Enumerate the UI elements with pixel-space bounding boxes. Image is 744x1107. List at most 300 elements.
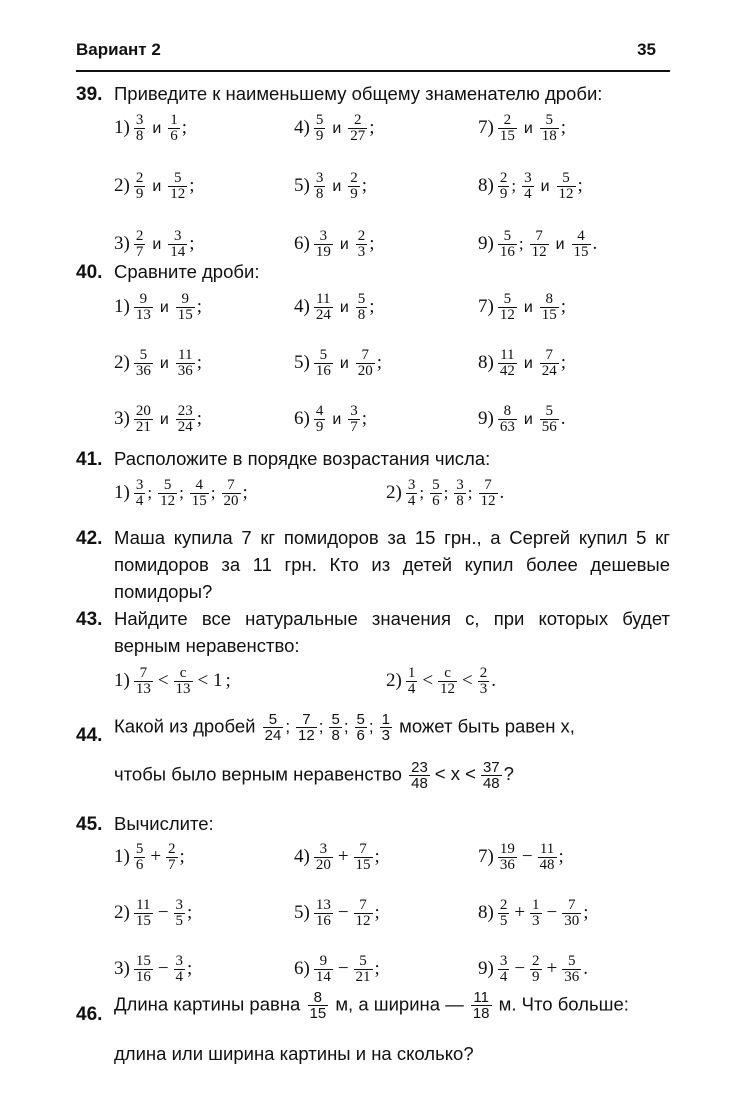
denominator: 3 (357, 244, 366, 260)
exercise-item (114, 666, 231, 697)
numerator: 2 (135, 170, 144, 186)
numerator: 11 (136, 897, 151, 913)
item-label: 1) (114, 295, 130, 317)
operator: < (462, 669, 473, 691)
fraction (438, 666, 457, 697)
fraction (174, 898, 186, 929)
numerator: c (444, 665, 451, 681)
denominator: 24 (541, 363, 557, 379)
fraction (538, 842, 557, 873)
numerator: 3 (135, 477, 144, 493)
operator: < 1 (197, 669, 223, 691)
numerator: 15 (135, 953, 151, 969)
operator: + (150, 845, 162, 867)
numerator: 7 (359, 897, 367, 913)
item-label: 6) (294, 232, 310, 254)
fraction (134, 229, 146, 260)
problem-44-fractions (261, 711, 394, 744)
variant-label: Вариант 2 (76, 40, 161, 59)
fraction (168, 171, 187, 202)
exercise-item (478, 348, 566, 379)
numerator: 5 (163, 477, 172, 493)
fraction (314, 292, 333, 323)
numerator: 3 (175, 953, 184, 969)
item-label: 7) (478, 116, 494, 138)
denominator: 6 (170, 128, 178, 144)
fraction (530, 898, 542, 929)
conjunction: и (159, 410, 169, 428)
exercise-item (294, 229, 375, 260)
denominator: 4 (524, 186, 532, 202)
item-label: 9) (478, 957, 494, 979)
numerator: 3 (319, 228, 328, 244)
numerator: 3 (456, 477, 464, 493)
denominator: 15 (355, 857, 371, 873)
exercise-item (294, 113, 375, 144)
exercise-item (114, 898, 192, 929)
fraction (540, 348, 559, 379)
item-end-mark: ; (187, 901, 193, 923)
item-end-mark: . (491, 669, 497, 691)
fraction (134, 113, 146, 144)
conjunction: и (540, 177, 550, 195)
numerator: 2 (350, 170, 358, 186)
problem-43-number: 43. (76, 609, 103, 630)
fraction (354, 954, 373, 985)
numerator: 1 (381, 711, 390, 728)
item-label: 5) (294, 351, 310, 373)
conjunction: и (332, 177, 342, 195)
fraction (348, 404, 360, 435)
fraction (174, 666, 193, 697)
item-end-mark: ; (361, 407, 368, 429)
fraction (134, 666, 153, 697)
numerator: 5 (545, 403, 554, 419)
denominator: 7 (350, 419, 358, 435)
fraction (308, 990, 329, 1021)
conjunction: и (523, 410, 533, 428)
exercise-item (294, 954, 380, 985)
item-end-mark: ; (196, 407, 203, 429)
operator: + (514, 901, 526, 923)
numerator: 7 (361, 347, 370, 363)
problem-44-text-a: Какой из дробей (114, 715, 256, 737)
operator: ; (419, 482, 425, 502)
item-label: 2) (114, 174, 130, 196)
problem-44-text-c: чтобы было верным неравенство (114, 763, 402, 785)
fraction (498, 404, 517, 435)
exercise-item (114, 954, 192, 985)
denominator: 15 (135, 913, 151, 929)
item-end-mark: ; (577, 174, 583, 196)
operator: + (337, 845, 349, 867)
operator: ; (210, 482, 216, 502)
problem-44-number: 44. (76, 725, 103, 746)
denominator: 9 (532, 969, 540, 985)
numerator: 11 (316, 291, 331, 307)
denominator: 15 (191, 493, 207, 509)
denominator: 12 (480, 493, 496, 509)
item-end-mark: ; (189, 232, 195, 254)
item-label: 3) (114, 407, 130, 429)
denominator: 36 (177, 363, 193, 379)
item-label: 1) (114, 116, 130, 138)
operator: − (337, 901, 349, 923)
numerator: 4 (195, 477, 204, 493)
fraction (562, 898, 581, 929)
item-label: 6) (294, 407, 310, 429)
conjunction: и (339, 354, 349, 372)
operator: ; (343, 717, 349, 737)
fraction (522, 171, 534, 202)
denominator: 5 (175, 913, 184, 929)
operator: ; (467, 482, 473, 502)
fraction (314, 842, 333, 873)
denominator: 48 (539, 857, 555, 873)
denominator: 20 (315, 857, 331, 873)
numerator: 5 (135, 841, 144, 857)
exercise-item (294, 404, 367, 435)
numerator: 3 (315, 170, 324, 186)
denominator: 13 (175, 681, 191, 697)
item-label: 1) (114, 845, 130, 867)
denominator: 5 (499, 913, 508, 929)
fraction (498, 292, 517, 323)
fraction (540, 404, 559, 435)
denominator: 8 (331, 727, 340, 744)
denominator: 16 (315, 363, 331, 379)
denominator: 9 (315, 419, 324, 435)
fraction (166, 842, 178, 873)
conjunction: и (332, 410, 342, 428)
exercise-item (478, 842, 564, 873)
denominator: 12 (170, 186, 186, 202)
numerator: 20 (135, 403, 151, 419)
numerator: 5 (503, 291, 512, 307)
operator: ; (368, 717, 374, 737)
exercise-item (114, 292, 202, 323)
numerator: 1 (407, 665, 416, 681)
numerator: 5 (356, 711, 365, 728)
exercise-item (478, 404, 566, 435)
numerator: 5 (331, 711, 340, 728)
item-end-mark: ; (560, 351, 567, 373)
fraction (454, 478, 466, 509)
fraction (354, 898, 373, 929)
numerator: 9 (319, 953, 328, 969)
fraction (356, 229, 368, 260)
fraction (498, 898, 510, 929)
denominator: 15 (573, 244, 589, 260)
item-end-mark: ; (196, 295, 203, 317)
numerator: 3 (319, 841, 328, 857)
problem-44-inequality (407, 759, 514, 792)
denominator: 4 (135, 493, 144, 509)
denominator: 12 (355, 913, 371, 929)
item-label: 8) (478, 351, 494, 373)
denominator: 12 (531, 244, 547, 260)
numerator: 11 (473, 989, 489, 1006)
problem-46-text-a: Длина картины равна (114, 993, 301, 1015)
denominator: 9 (135, 186, 144, 202)
fraction (498, 113, 517, 144)
item-end-mark: ; (583, 901, 589, 923)
item-end-mark: ; (242, 481, 248, 503)
numerator: 7 (359, 841, 367, 857)
numerator: 13 (315, 897, 331, 913)
numerator: 2 (499, 897, 508, 913)
denominator: 18 (472, 1005, 490, 1022)
problem-45-number: 45. (76, 814, 103, 835)
exercise-item (294, 898, 380, 929)
exercise-item (478, 113, 566, 144)
numerator: 11 (500, 347, 515, 363)
fraction (168, 229, 187, 260)
fraction (314, 348, 333, 379)
item-end-mark: ; (374, 957, 380, 979)
operator: − (521, 845, 533, 867)
denominator: 8 (135, 128, 144, 144)
item-end-mark: . (499, 481, 505, 503)
fraction (498, 954, 510, 985)
numerator: 3 (175, 897, 184, 913)
fraction (134, 954, 153, 985)
denominator: 9 (315, 128, 324, 144)
fraction (481, 760, 502, 791)
denominator: 4 (499, 969, 508, 985)
denominator: 15 (499, 128, 515, 144)
numerator: 2 (357, 228, 366, 244)
denominator: 21 (355, 969, 371, 985)
fraction (498, 842, 517, 873)
numerator: 5 (268, 711, 278, 728)
numerator: 9 (181, 291, 190, 307)
item-label: 2) (114, 901, 130, 923)
denominator: 19 (315, 244, 331, 260)
item-label: 1) (114, 481, 130, 503)
fraction (158, 478, 177, 509)
operator: + (546, 957, 558, 979)
exercise-item (294, 292, 375, 323)
numerator: 5 (139, 347, 148, 363)
numerator: 1 (532, 897, 540, 913)
item-label: 2) (114, 351, 130, 373)
denominator: 15 (177, 307, 193, 323)
item-end-mark: ; (369, 116, 375, 138)
numerator: 9 (139, 291, 148, 307)
denominator: 6 (432, 493, 440, 509)
item-label: 4) (294, 116, 310, 138)
fraction (134, 171, 146, 202)
item-end-mark: . (583, 957, 589, 979)
operator: ; (518, 233, 524, 253)
item-label: 6) (294, 957, 310, 979)
fraction (348, 113, 367, 144)
denominator: 36 (564, 969, 580, 985)
numerator: 2 (503, 112, 512, 128)
numerator: 11 (539, 841, 555, 857)
numerator: 2 (168, 841, 176, 857)
operator: < (422, 669, 434, 691)
fraction (530, 229, 549, 260)
fraction (176, 404, 195, 435)
numerator: 7 (302, 711, 311, 728)
exercise-item (114, 171, 195, 202)
numerator: 7 (484, 477, 492, 493)
exercise-item (114, 229, 195, 260)
numerator: 5 (174, 170, 182, 186)
conjunction: и (523, 119, 533, 137)
item-end-mark: ; (196, 351, 203, 373)
numerator: 3 (174, 228, 182, 244)
exercise-item (478, 292, 566, 323)
operator: ; (511, 175, 517, 195)
problem-46-text-d: длина или ширина картины и на сколько? (114, 1043, 474, 1064)
denominator: 12 (160, 493, 176, 509)
operator: < (157, 669, 169, 691)
problem-40-number: 40. (76, 262, 103, 283)
item-end-mark: ; (374, 901, 380, 923)
denominator: 6 (135, 857, 144, 873)
problem-46-number: 46. (76, 1004, 103, 1025)
denominator: 12 (298, 727, 315, 744)
numerator: 3 (499, 953, 508, 969)
numerator: 3 (524, 170, 532, 186)
problem-46-length-fraction (306, 989, 331, 1022)
item-label: 5) (294, 174, 310, 196)
item-label: 4) (294, 295, 310, 317)
problem-42-number: 42. (76, 528, 103, 549)
problem-41-text: Расположите в порядке возрастания числа: (114, 448, 491, 469)
denominator: 16 (315, 913, 331, 929)
item-end-mark: ; (560, 295, 567, 317)
operator: − (546, 901, 558, 923)
operator: ; (285, 717, 291, 737)
operator: − (337, 957, 349, 979)
numerator: 8 (503, 403, 512, 419)
numerator: 2 (499, 170, 508, 186)
numerator: 23 (411, 759, 428, 776)
numerator: 23 (177, 403, 193, 419)
conjunction: и (523, 354, 533, 372)
problem-42-text: Маша купила 7 кг помидоров за 15 грн., а Сергей купил 5 кг помидоров за 11 грн. Кто из детей купил более дешевые помидоры? (114, 527, 670, 602)
numerator: 11 (178, 347, 193, 363)
item-end-mark: ; (189, 174, 195, 196)
denominator: 20 (357, 363, 373, 379)
conjunction: и (159, 354, 169, 372)
operator: ; (147, 482, 153, 502)
denominator: 20 (223, 493, 239, 509)
numerator: 4 (315, 403, 324, 419)
item-label: 2) (386, 669, 402, 691)
problem-41-number: 41. (76, 449, 103, 470)
fraction (329, 712, 341, 743)
conjunction: и (339, 235, 349, 253)
exercise-item (386, 478, 504, 509)
denominator: 3 (479, 681, 488, 697)
conjunction: и (152, 119, 162, 137)
problem-44-line1 (114, 712, 670, 743)
problem-39-number: 39. (76, 84, 103, 105)
fraction (134, 348, 153, 379)
denominator: 48 (482, 775, 500, 792)
numerator: 5 (545, 112, 554, 128)
operator: ; (179, 482, 184, 502)
denominator: 4 (175, 969, 184, 985)
problem-46-text-c: м. Что больше: (498, 993, 629, 1015)
numerator: 2 (532, 953, 540, 969)
fraction (498, 171, 510, 202)
item-label: 9) (478, 407, 494, 429)
operator: − (514, 957, 526, 979)
conjunction: и (152, 235, 162, 253)
fraction (168, 113, 180, 144)
conjunction: и (555, 235, 565, 253)
fraction (348, 171, 360, 202)
conjunction: и (159, 298, 169, 316)
item-end-mark: ; (369, 295, 375, 317)
fraction (296, 712, 317, 743)
denominator: 56 (541, 419, 557, 435)
exercise-item (478, 954, 588, 985)
fraction (354, 842, 373, 873)
fraction (314, 229, 333, 260)
fraction (406, 666, 418, 697)
problem-44-text-b: может быть равен x, (399, 715, 575, 737)
fraction (540, 113, 559, 144)
item-label: 2) (386, 481, 402, 503)
item-end-mark: ; (369, 232, 375, 254)
problem-43-text: Найдите все натуральные значения c, при которых будет верным неравенство: (114, 608, 670, 656)
fraction (562, 954, 581, 985)
denominator: 21 (135, 419, 151, 435)
problem-46-text-b: м, а ширина — (335, 993, 464, 1015)
page-header (76, 30, 670, 72)
problem-46-width-fraction (469, 989, 494, 1022)
numerator: 5 (315, 112, 324, 128)
exercise-item (114, 348, 202, 379)
denominator: 15 (541, 307, 557, 323)
item-label: 4) (294, 845, 310, 867)
fraction (406, 478, 418, 509)
exercise-item (386, 666, 496, 697)
fraction (263, 712, 284, 743)
problem-45-text: Вычислите: (114, 813, 214, 834)
fraction (314, 404, 326, 435)
operator: ; (318, 717, 324, 737)
fraction (134, 898, 153, 929)
fraction (314, 171, 326, 202)
fraction (314, 954, 333, 985)
fraction (557, 171, 576, 202)
denominator: 12 (558, 186, 574, 202)
fraction (174, 954, 186, 985)
operator: ; (443, 482, 449, 502)
exercise-item (294, 842, 380, 873)
fraction (356, 348, 375, 379)
fraction (380, 712, 392, 743)
numerator: 4 (577, 228, 585, 244)
denominator: 4 (407, 493, 416, 509)
denominator: 9 (499, 186, 508, 202)
denominator: 4 (407, 681, 416, 697)
item-label: 3) (114, 232, 130, 254)
fraction (314, 113, 326, 144)
denominator: 12 (440, 681, 456, 697)
exercise-item (478, 229, 597, 260)
conjunction: и (332, 119, 342, 137)
fraction (134, 404, 153, 435)
